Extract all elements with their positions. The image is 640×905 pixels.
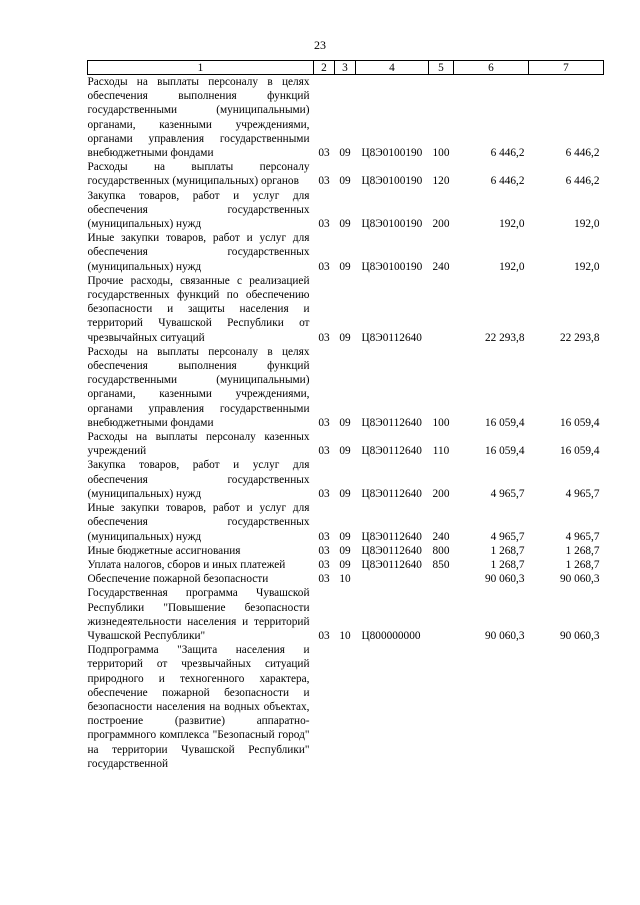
table-row xyxy=(88,544,604,558)
target-article-code: Ц8Э0100190 xyxy=(361,260,423,273)
table-row xyxy=(88,643,604,771)
amount-col7: 4 965,7 xyxy=(565,530,600,543)
expense-name: Иные закупки товаров, работ и услуг для обеспечения государственных (муниципальных) нужд xyxy=(87,502,310,543)
subsection-code: 09 xyxy=(339,218,351,231)
section-code: 03 xyxy=(318,260,330,273)
amount-col7: 22 293,8 xyxy=(559,331,600,344)
column-header: 5 xyxy=(429,61,454,75)
target-article-code: Ц8Э0112640 xyxy=(361,530,422,543)
expense-type-code: 120 xyxy=(432,175,450,188)
table-row xyxy=(88,558,604,572)
expense-type-code: 100 xyxy=(432,416,450,429)
column-header: 3 xyxy=(335,61,356,75)
amount-col6: 192,0 xyxy=(499,218,525,231)
section-code: 03 xyxy=(318,629,330,642)
table-row xyxy=(88,231,604,274)
amount-col7: 6 446,2 xyxy=(565,175,600,188)
expense-type-code: 200 xyxy=(432,218,450,231)
target-article-code: Ц8Э0100190 xyxy=(361,175,423,188)
budget-table xyxy=(87,60,604,771)
expense-name: Расходы на выплаты персоналу казенных учреждений xyxy=(87,431,310,458)
amount-col7: 16 059,4 xyxy=(559,416,600,429)
subsection-code: 09 xyxy=(339,331,351,344)
target-article-code: Ц800000000 xyxy=(361,629,421,642)
expense-type-code: 110 xyxy=(432,445,450,458)
expense-type-code xyxy=(429,572,454,586)
expense-name: Государственная программа Чувашской Республики "Повышение безопасности жизнедеятельности населения и территорий Чувашской Республики" xyxy=(87,587,310,642)
table-row xyxy=(88,274,604,345)
amount-col6: 6 446,2 xyxy=(490,147,525,160)
table-row xyxy=(88,160,604,188)
section-code: 03 xyxy=(318,147,330,160)
subsection-code: 10 xyxy=(339,629,351,642)
subsection-code xyxy=(335,643,356,771)
expense-type-code: 200 xyxy=(432,487,450,500)
target-article-code: Ц8Э0112640 xyxy=(361,487,422,500)
table-row xyxy=(88,572,604,586)
expense-name: Закупка товаров, работ и услуг для обеспечения государственных (муниципальных) нужд xyxy=(87,189,310,231)
table-row xyxy=(88,345,604,430)
target-article-code: Ц8Э0112640 xyxy=(361,558,422,571)
target-article-code: Ц8Э0112640 xyxy=(361,331,422,344)
expense-type-code: 850 xyxy=(432,558,450,571)
amount-col6 xyxy=(454,643,529,771)
expense-name: Расходы на выплаты персоналу государственных (муниципальных) органов xyxy=(87,161,310,188)
amount-col6: 16 059,4 xyxy=(484,416,525,429)
column-header: 1 xyxy=(88,61,314,75)
amount-col7: 1 268,7 xyxy=(565,544,600,557)
amount-col6: 1 268,7 xyxy=(490,558,525,571)
target-article-code xyxy=(356,643,429,771)
expense-type-code xyxy=(429,643,454,771)
subsection-code: 09 xyxy=(339,445,351,458)
target-article-code: Ц8Э0100190 xyxy=(361,218,423,231)
section-code: 03 xyxy=(318,487,330,500)
amount-col6: 4 965,7 xyxy=(490,487,525,500)
table-row xyxy=(88,430,604,458)
subsection-code: 10 xyxy=(339,573,351,586)
amount-col7: 6 446,2 xyxy=(565,147,600,160)
amount-col7 xyxy=(529,643,604,771)
amount-col7: 90 060,3 xyxy=(559,573,600,586)
expense-type-code xyxy=(429,586,454,643)
section-code: 03 xyxy=(318,558,330,571)
amount-col7: 192,0 xyxy=(574,218,600,231)
section-code: 03 xyxy=(318,218,330,231)
expense-name: Иные закупки товаров, работ и услуг для обеспечения государственных (муниципальных) нужд xyxy=(87,232,310,273)
amount-col7: 1 268,7 xyxy=(565,558,600,571)
target-article-code: Ц8Э0112640 xyxy=(361,445,422,458)
amount-col7: 4 965,7 xyxy=(565,487,600,500)
subsection-code: 09 xyxy=(339,530,351,543)
expense-name: Расходы на выплаты персоналу в целях обеспечения выполнения функций государственными (муниципальными) органами, казенными учреждениями, органами управления государственными внебюджетными фондами xyxy=(87,76,310,160)
column-header: 4 xyxy=(356,61,429,75)
amount-col6: 4 965,7 xyxy=(490,530,525,543)
expense-name: Прочие расходы, связанные с реализацией государственных функций по обеспечению безопасности и защиты населения и территорий Чувашской Республики от чрезвычайных ситуаций xyxy=(87,274,310,344)
subsection-code: 09 xyxy=(339,416,351,429)
section-code: 03 xyxy=(318,573,330,586)
table-row xyxy=(88,75,604,161)
table-row xyxy=(88,458,604,501)
subsection-code: 09 xyxy=(339,175,351,188)
subsection-code: 09 xyxy=(339,487,351,500)
expense-type-code: 800 xyxy=(432,544,450,557)
subsection-code: 09 xyxy=(339,558,351,571)
amount-col6: 22 293,8 xyxy=(484,331,525,344)
column-header: 6 xyxy=(454,61,529,75)
expense-type-code: 100 xyxy=(432,147,450,160)
expense-name: Расходы на выплаты персоналу в целях обеспечения выполнения функций государственными (муниципальными) органами, казенными учреждениями, органами управления государственными внебюджетными фондами xyxy=(87,345,310,429)
amount-col7: 16 059,4 xyxy=(559,445,600,458)
table-row xyxy=(88,189,604,232)
section-code: 03 xyxy=(318,445,330,458)
budget-table-container xyxy=(87,60,603,771)
target-article-code xyxy=(356,572,429,586)
section-code: 03 xyxy=(318,416,330,429)
column-header: 2 xyxy=(314,61,335,75)
expense-name: Иные бюджетные ассигнования xyxy=(87,544,241,557)
amount-col6: 90 060,3 xyxy=(484,629,525,642)
section-code: 03 xyxy=(318,544,330,557)
column-header: 7 xyxy=(529,61,604,75)
table-row xyxy=(88,501,604,544)
amount-col7: 90 060,3 xyxy=(559,629,600,642)
table-body xyxy=(88,75,604,771)
amount-col6: 6 446,2 xyxy=(490,175,525,188)
section-code: 03 xyxy=(318,530,330,543)
target-article-code: Ц8Э0112640 xyxy=(361,544,422,557)
expense-type-code: 240 xyxy=(432,530,450,543)
subsection-code: 09 xyxy=(339,147,351,160)
expense-name: Уплата налогов, сборов и иных платежей xyxy=(87,558,286,571)
expense-name: Закупка товаров, работ и услуг для обеспечения государственных (муниципальных) нужд xyxy=(87,459,310,500)
expense-name: Обеспечение пожарной безопасности xyxy=(87,573,269,586)
amount-col6: 90 060,3 xyxy=(484,573,525,586)
amount-col6: 192,0 xyxy=(499,260,525,273)
section-code: 03 xyxy=(318,331,330,344)
expense-name: Подпрограмма "Защита населения и территорий от чрезвычайных ситуаций природного и техногенного характера, обеспечение пожарной безопасности и безопасности населения на водных объектах, построение (развитие) аппаратно-программного комплекса "Безопасный город" на территории Чувашской Республики" государственной xyxy=(87,644,310,770)
amount-col6: 1 268,7 xyxy=(490,544,525,557)
table-row xyxy=(88,586,604,643)
amount-col7: 192,0 xyxy=(574,260,600,273)
expense-type-code: 240 xyxy=(432,260,450,273)
target-article-code: Ц8Э0112640 xyxy=(361,416,422,429)
target-article-code: Ц8Э0100190 xyxy=(361,147,423,160)
column-number-row xyxy=(88,61,604,75)
amount-col6: 16 059,4 xyxy=(484,445,525,458)
section-code xyxy=(314,643,335,771)
expense-type-code xyxy=(429,274,454,345)
subsection-code: 09 xyxy=(339,544,351,557)
section-code: 03 xyxy=(318,175,330,188)
page-number: 23 xyxy=(314,38,326,52)
subsection-code: 09 xyxy=(339,260,351,273)
